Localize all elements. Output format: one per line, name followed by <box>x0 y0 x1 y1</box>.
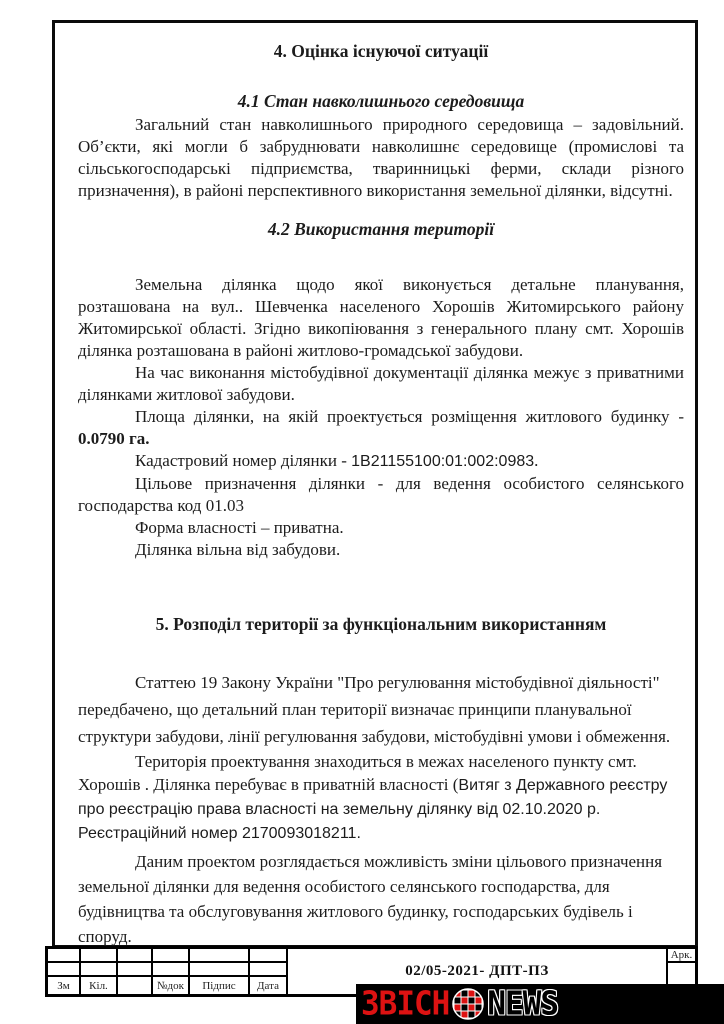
title-block-cell <box>118 977 153 994</box>
title-block-cell <box>190 963 250 977</box>
title-block-cell <box>250 963 288 977</box>
title-block-label-data: Дата <box>250 977 288 994</box>
territory-registry-extract: Витяг з Державного реєстру про реєстрацію права власності на земельну ділянку від 02.10.2020 р. Реєстраційний номер 2170093018211. <box>78 777 668 842</box>
title-block-label-kil: Кіл. <box>81 977 118 994</box>
territory-text: Територія проектування знаходиться в межах населеного пункту смт. Хорошів . Ділянка перебуває в приватній власності ( <box>78 752 637 794</box>
title-block-label-zm: Зм <box>48 977 81 994</box>
cadastre-text: Кадастровий номер ділянки - <box>135 451 352 470</box>
heading-section-4-1: 4.1 Стан навколишнього середовища <box>237 91 525 111</box>
paragraph-purpose: Цільове призначення ділянки - для ведення особистого селянського господарства код 01.03 <box>78 474 684 515</box>
title-block-cell <box>250 949 288 963</box>
paragraph-land-location: Земельна ділянка щодо якої виконується детальне планування, розташована на вул.. Шевченка населеного Хорошів Житомирського району Житомирської області. Згідно викопіювання з генерального плану смт. Хорошів ділянка розташована в районі житлово-громадської забудови. <box>78 275 684 360</box>
paragraph-cadastre <box>78 450 684 473</box>
area-value: 0.0790 га. <box>78 429 150 448</box>
zvisno-news-logo <box>356 984 724 1024</box>
paragraph-land-borders: На час виконання містобудівної документації ділянка межує з приватними ділянками житлової забудови. <box>78 363 684 404</box>
title-block-cell <box>48 949 81 963</box>
title-block-cell <box>81 949 118 963</box>
paragraph-vacant: Ділянка вільна від забудови. <box>135 540 341 559</box>
title-block-label-ark: Арк. <box>668 949 695 963</box>
paragraph-ownership: Форма власності – приватна. <box>135 518 344 537</box>
title-block-cell <box>118 949 153 963</box>
title-block-cell <box>153 963 190 977</box>
paragraph-environment: Загальний стан навколишнього природного середовища – задовільний. Об’єкти, які могли б забруднювати навколишнє середовище (промислові та сільськогосподарські підприємства, тваринницькі ферми, склади різного призначення), в районі перспективного використання земельної ділянки, відсутні. <box>78 115 684 200</box>
title-block-cell <box>81 963 118 977</box>
title-block-cell <box>153 949 190 963</box>
paragraph-law: Статтею 19 Закону України "Про регулювання містобудівної діяльності" передбачено, що детальний план території визначає принципи планувальної структури забудови, лінії регулювання забудови, містобудівні умови і обмеження. <box>78 673 671 746</box>
title-block-cell <box>48 963 81 977</box>
heading-section-4-2: 4.2 Використання території <box>267 219 495 239</box>
title-block-label-ndok: №док <box>153 977 190 994</box>
heading-section-5: 5. Розподіл території за функціональним використанням <box>155 614 607 634</box>
title-block-revision-grid <box>48 949 288 994</box>
paragraph-project: Даним проектом розглядається можливість зміни цільового призначення земельної ділянки для ведення особистого селянського господарства, для будівництва та обслуговування житлового будинку, господарських будівель і споруд. <box>78 852 663 946</box>
title-block-cell <box>118 963 153 977</box>
paragraph-area <box>78 406 684 450</box>
checkered-ball-icon <box>451 987 485 1021</box>
heading-section-4: 4. Оцінка існуючої ситуації <box>273 41 489 61</box>
cadastre-period: . <box>534 451 539 470</box>
title-block-cell <box>190 949 250 963</box>
logo-text-zvisn: ЗВІСН <box>361 984 450 1023</box>
document-content <box>78 24 684 949</box>
paragraph-territory <box>78 750 684 845</box>
logo-text-news: NEWS <box>487 984 558 1023</box>
title-block-label-pidpys: Підпис <box>190 977 250 994</box>
cadastre-number: 1В21155100:01:002:0983 <box>351 453 535 470</box>
title-block-doc-number: 02/05-2021- ДПТ-ПЗ <box>288 949 668 994</box>
area-text: Площа ділянки, на якій проектується розміщення житлового будинку - <box>135 407 684 426</box>
